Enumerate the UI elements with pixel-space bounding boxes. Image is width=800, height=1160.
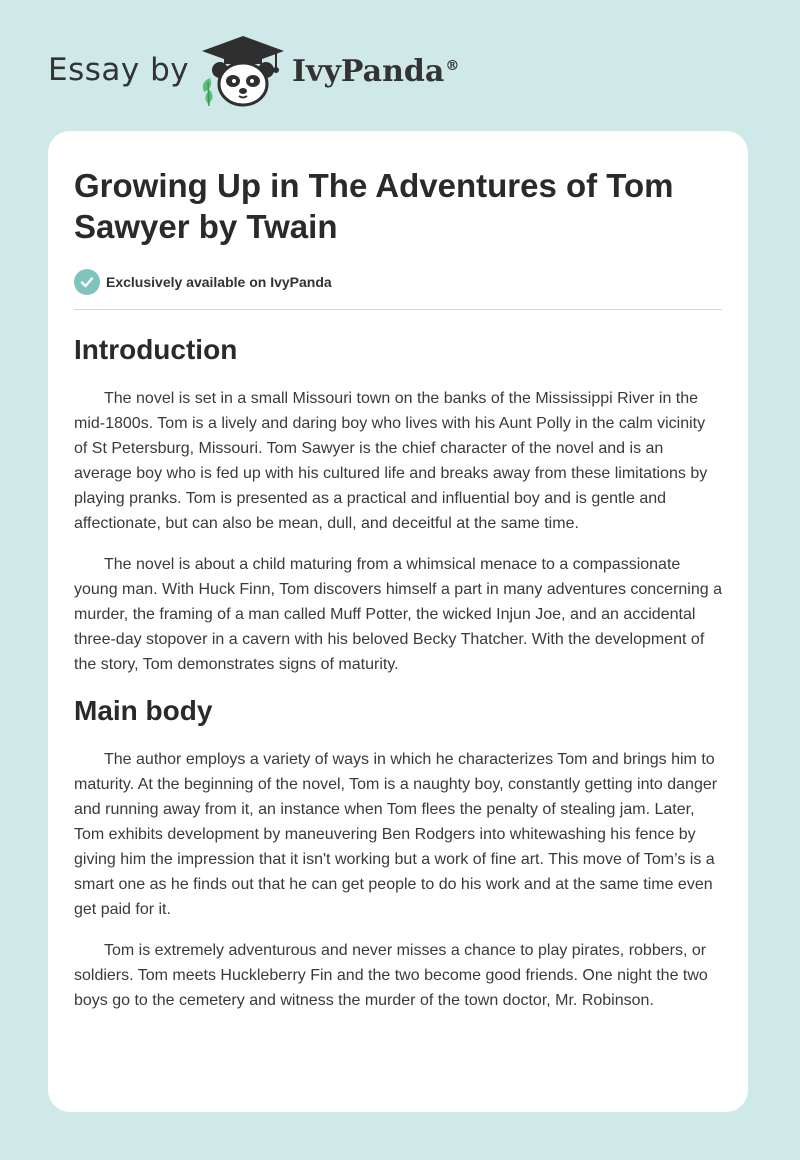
site-header <box>48 30 508 110</box>
brand-prefix: Essay by <box>48 52 190 88</box>
paragraph: The novel is set in a small Missouri town on the banks of the Mississippi River in the mid-1800s. Tom is a lively and daring boy who lives with his Aunt Polly in the calm vicinity of St Petersburg, Missouri. Tom Sawyer is the chief character of the novel and is an average boy who is fed up with his cultured life and breaks away from these limitations by playing pranks. Tom is presented as a practical and influential boy and is gentle and affectionate, but can also be mean, dull, and deceitful at the same time. <box>74 390 708 532</box>
brand-registered-mark: ® <box>445 58 460 74</box>
paragraph: The author employs a variety of ways in which he characterizes Tom and brings him to maturity. At the beginning of the novel, Tom is a naughty boy, constantly getting into danger and running away from it, an instance when Tom flees the penalty of stealing jam. Later, Tom exhibits development by maneuvering Ben Rodgers into whitewashing his fence by giving him the impression that it isn't working but a work of fine art. This move of Tom’s is a smart one as he finds out that he can get people to do his work and at the same time even get paid for it. <box>74 751 718 918</box>
paragraph: The novel is about a child maturing from a whimsical menace to a compassionate young man. With Huck Finn, Tom discovers himself a part in many adventures concerning a murder, the framing of a man called Muff Potter, the wicked Injun Joe, and an accidental three-day stopover in a cavern with his beloved Becky Thatcher. With the development of the story, Tom demonstrates signs of maturity. <box>74 556 722 673</box>
panda-graduate-icon[interactable] <box>200 34 286 108</box>
exclusive-badge <box>74 269 722 295</box>
section-heading: Main body <box>74 695 213 726</box>
section-heading: Introduction <box>74 334 238 365</box>
section-introduction <box>74 332 722 677</box>
brand-name <box>292 54 459 89</box>
title-divider <box>74 309 722 310</box>
essay-card <box>48 131 748 1112</box>
essay-title: Growing Up in The Adventures of Tom Sawyer by Twain <box>74 167 674 245</box>
section-main-body <box>74 693 722 1013</box>
brand-name-text: IvyPanda <box>292 54 445 89</box>
checkmark-icon <box>74 269 100 295</box>
paragraph: Tom is extremely adventurous and never misses a chance to play pirates, robbers, or soldiers. Tom meets Huckleberry Fin and the two become good friends. One night the two boys go to the cemetery and witness the murder of the town doctor, Mr. Robinson. <box>74 942 708 1009</box>
badge-text: Exclusively available on IvyPanda <box>106 274 332 290</box>
